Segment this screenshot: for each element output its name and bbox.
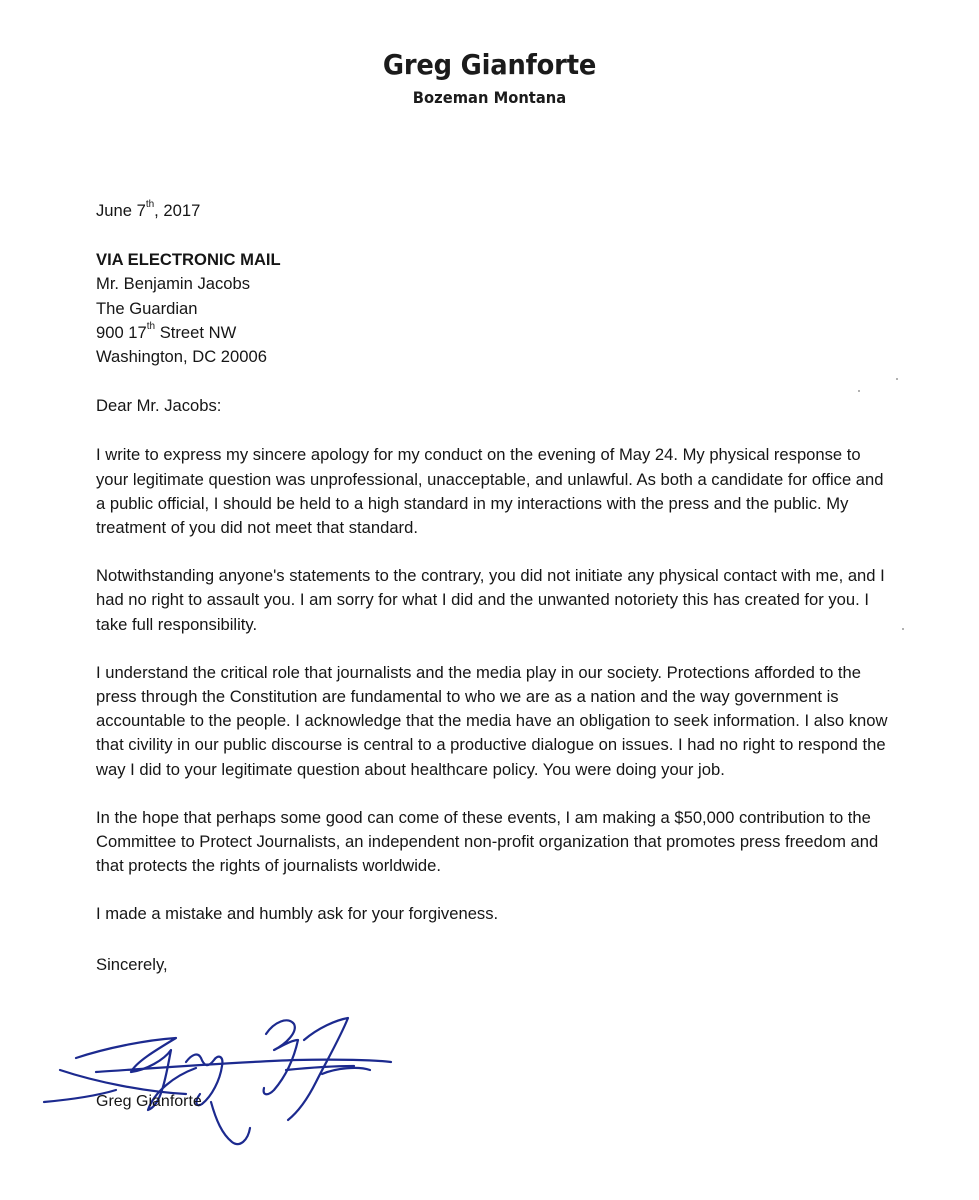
scan-speck [902, 628, 904, 630]
recipient-street [96, 321, 896, 345]
closing: Sincerely, [96, 954, 168, 974]
recipient-block [96, 248, 896, 369]
date-day: June 7 [96, 201, 146, 220]
scan-speck [858, 390, 860, 392]
letterhead-name: Greg Gianforte [382, 48, 597, 81]
recipient-city: Washington, DC 20006 [96, 347, 267, 367]
salutation: Dear Mr. Jacobs: [96, 396, 222, 416]
signer-name: Greg Gianforte [96, 1093, 202, 1110]
street-number: 900 17 [96, 322, 147, 342]
street-ordinal: th [146, 321, 156, 333]
letterhead-location: Bozeman Montana [412, 88, 567, 107]
recipient-name: Mr. Benjamin Jacobs [96, 274, 251, 294]
letterhead [0, 48, 979, 107]
letter-body [96, 199, 896, 977]
letter-date [96, 199, 896, 223]
body-paragraph: Notwithstanding anyone's statements to the contrary, you did not initiate any physical contact with me, and I had no right to assault you. I am sorry for what I did and the unwanted notoriety this has created for you. I take full responsibility. [96, 566, 885, 634]
body-paragraph: I write to express my sincere apology for my conduct on the evening of May 24. My physical response to your legitimate question was unprofessional, unacceptable, and unlawful. As both a candidate for office and a public official, I should be held to a high standard in my interactions with the press and the public. My treatment of you did not meet that standard. [96, 445, 884, 538]
body-paragraph: In the hope that perhaps some good can come of these events, I am making a $50,000 contribution to the Committee to Protect Journalists, an independent non-profit organization that promotes press freedom and that protects the rights of journalists worldwide. [96, 807, 879, 876]
street-name: Street NW [155, 322, 237, 342]
date-year: , 2017 [154, 201, 201, 220]
recipient-organization: The Guardian [96, 298, 198, 318]
handwritten-signature [36, 1010, 406, 1150]
body-paragraph: I understand the critical role that journalists and the media play in our society. Protections afforded to the press through the Constitution are fundamental to who we are as a nation and the way government is accountable to the people. I acknowledge that the media have an obligation to seek information. I also know that civility in our public discourse is central to a productive dialogue on issues. I had no right to respond the way I did to your legitimate question about healthcare policy. You were doing your job. [96, 662, 888, 779]
body-paragraph: I made a mistake and humbly ask for your forgiveness. [96, 904, 499, 924]
delivery-method: VIA ELECTRONIC MAIL [96, 250, 281, 270]
scan-speck [896, 378, 898, 380]
date-ordinal: th [145, 199, 155, 211]
